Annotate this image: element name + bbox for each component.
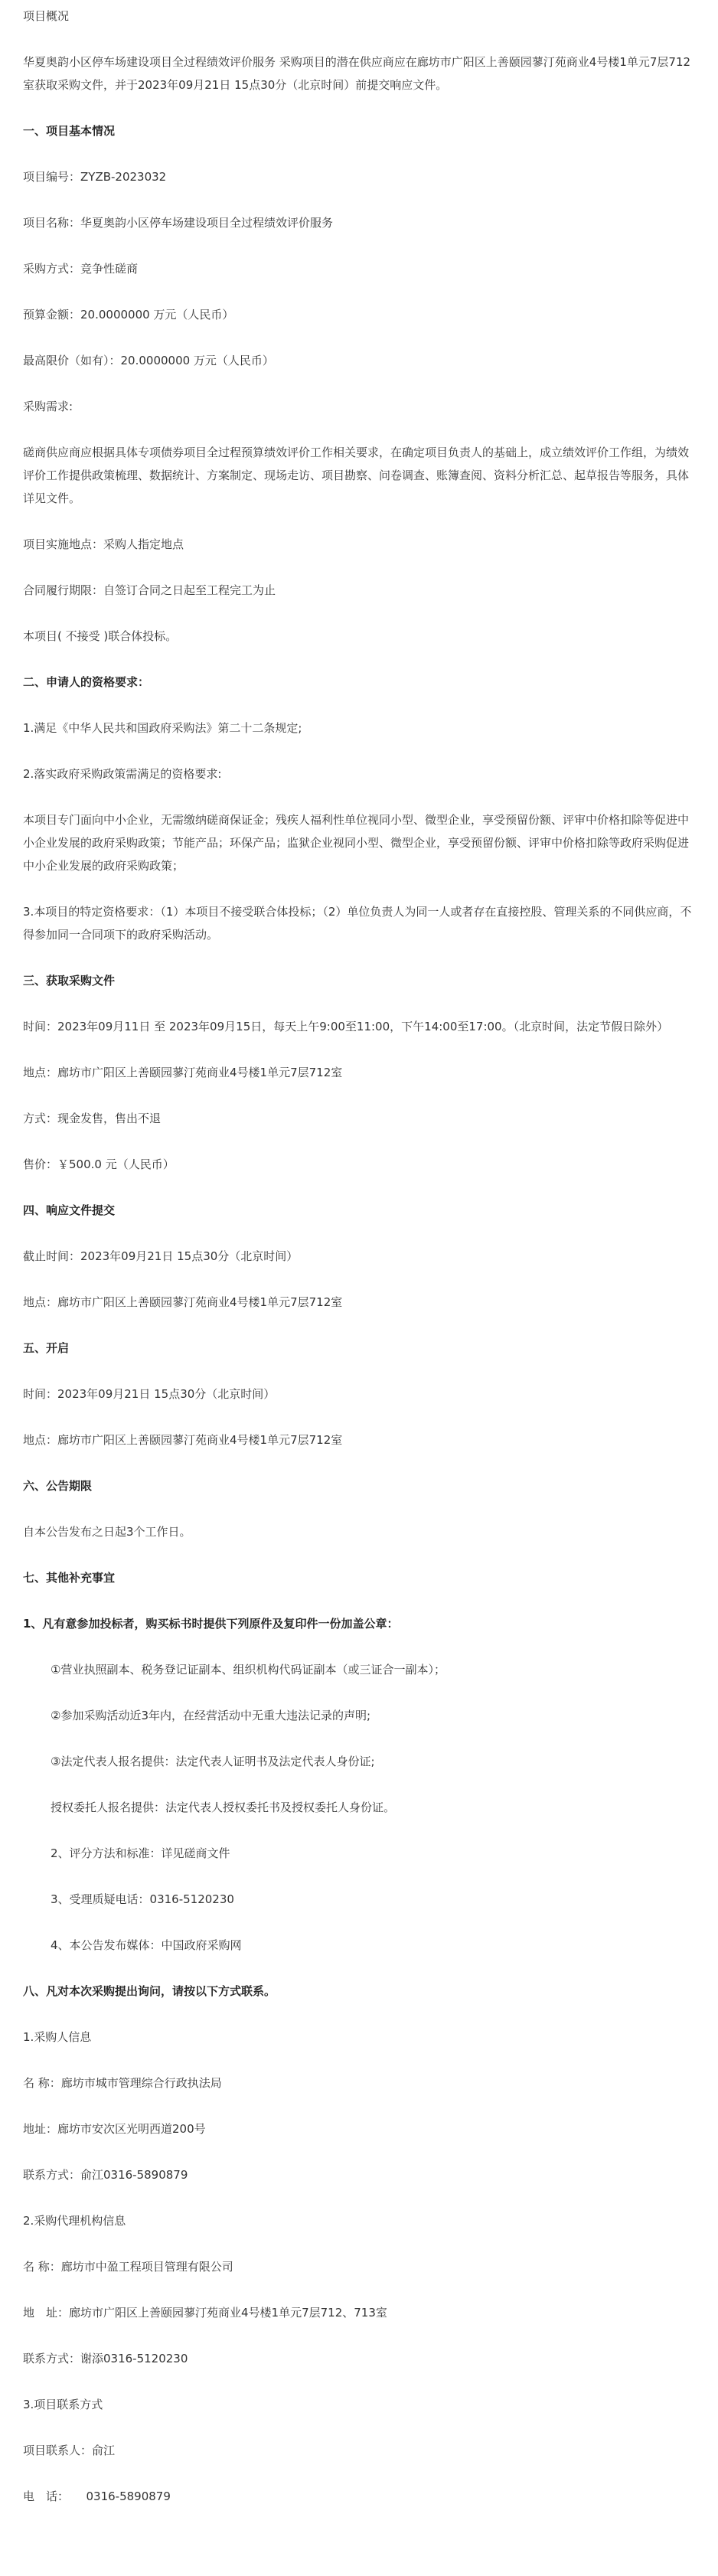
buyer-contact: 联系方式：俞江0316-5890879 — [23, 2168, 188, 2182]
max-price: 最高限价（如有）：20.0000000 万元（人民币） — [23, 354, 274, 367]
get-documents-way: 方式：现金发售，售出不退 — [23, 1112, 162, 1125]
qualification-item-2-text: 本项目专门面向中小企业，无需缴纳磋商保证金；残疾人福利性单位视同小型、微型企业，享受预留份额、评审中价格扣除等促进中小企业发展的政府采购政策；节能产品；环保产品；监狱企业视同小型、微型企业，享受预留份额、评审中价格扣除等政府采购促进中小企业发展的政府采购政策； — [23, 813, 690, 873]
submission-place: 地点：廊坊市广阳区上善颐园蓼汀苑商业4号楼1单元7层712室 — [23, 1295, 343, 1309]
section-heading-qualifications: 二、申请人的资格要求： — [23, 675, 150, 689]
get-documents-place: 地点：廊坊市广阳区上善颐园蓼汀苑商业4号楼1单元7层712室 — [23, 1066, 343, 1079]
overview-intro: 华夏奥韵小区停车场建设项目全过程绩效评价服务 采购项目的潜在供应商应在廊坊市广阳区上善颐园蓼汀苑商业4号楼1单元7层712室获取采购文件，并于2023年09月21日 15点30分（北京时间）前提交响应文件。 — [23, 55, 691, 92]
project-contact-title: 3.项目联系方式 — [23, 2398, 103, 2411]
supplementary-item-4: 4、本公告发布媒体：中国政府采购网 — [51, 1938, 242, 1952]
section-heading-get-documents: 三、获取采购文件 — [23, 974, 116, 988]
project-contact-person: 项目联系人：俞江 — [23, 2444, 116, 2457]
buyer-info-title: 1.采购人信息 — [23, 2030, 92, 2044]
demand-text: 磋商供应商应根据具体专项债券项目全过程预算绩效评价工作相关要求，在确定项目负责人的基础上，成立绩效评价工作组，为绩效评价工作提供政策梳理、数据统计、方案制定、现场走访、项目勘察、问卷调查、账簿查阅、资料分析汇总、起草报告等服务，具体详见文件。 — [23, 446, 690, 505]
agency-name: 名 称：廊坊市中盈工程项目管理有限公司 — [23, 2260, 233, 2274]
supplementary-sub-1: 1、凡有意参加投标者，购买标书时提供下列原件及复印件一份加盖公章： — [23, 1617, 399, 1631]
supplementary-item-3: 3、受理质疑电话：0316-5120230 — [51, 1892, 234, 1906]
buyer-address: 地址：廊坊市安次区光明西道200号 — [23, 2122, 206, 2136]
supplementary-condition-4: 授权委托人报名提供：法定代表人授权委托书及授权委托人身份证。 — [51, 1801, 396, 1814]
budget-amount: 预算金额：20.0000000 万元（人民币） — [23, 308, 234, 322]
notice-period-text: 自本公告发布之日起3个工作日。 — [23, 1525, 191, 1539]
supplementary-item-2: 2、评分方法和标准：详见磋商文件 — [51, 1846, 230, 1860]
consortium-note: 本项目( 不接受 )联合体投标。 — [23, 629, 178, 643]
procurement-method: 采购方式：竞争性磋商 — [23, 262, 139, 276]
agency-contact: 联系方式：谢添0316-5120230 — [23, 2352, 188, 2365]
implementation-location: 项目实施地点：采购人指定地点 — [23, 537, 184, 551]
buyer-name: 名 称：廊坊市城市管理综合行政执法局 — [23, 2076, 222, 2090]
overview-title: 项目概况 — [23, 9, 70, 23]
supplementary-condition-1: ①营业执照副本、税务登记证副本、组织机构代码证副本（或三证合一副本）； — [51, 1663, 445, 1677]
section-heading-basic-info: 一、项目基本情况 — [23, 124, 116, 138]
project-contact-phone: 电 话： 0316-5890879 — [23, 2489, 171, 2503]
get-documents-time: 时间：2023年09月11日 至 2023年09月15日，每天上午9:00至11:00，下午14:00至17:00。（北京时间，法定节假日除外） — [23, 1020, 669, 1033]
project-name: 项目名称：华夏奥韵小区停车场建设项目全过程绩效评价服务 — [23, 216, 334, 230]
project-number: 项目编号：ZYZB-2023032 — [23, 170, 167, 184]
contract-period: 合同履行期限：自签订合同之日起至工程完工为止 — [23, 583, 276, 597]
qualification-item-1: 1.满足《中华人民共和国政府采购法》第二十二条规定; — [23, 721, 302, 735]
qualification-item-3: 3.本项目的特定资格要求：（1）本项目不接受联合体投标；（2）单位负责人为同一人或者存在直接控股、管理关系的不同供应商，不得参加同一合同项下的政府采购活动。 — [23, 905, 692, 942]
qualification-item-2: 2.落实政府采购政策需满足的资格要求: — [23, 767, 222, 781]
submission-deadline: 截止时间：2023年09月21日 15点30分（北京时间） — [23, 1249, 299, 1263]
section-heading-supplementary: 七、其他补充事宜 — [23, 1571, 116, 1585]
supplementary-condition-3: ③法定代表人报名提供：法定代表人证明书及法定代表人身份证; — [51, 1755, 375, 1768]
opening-time: 时间：2023年09月21日 15点30分（北京时间） — [23, 1387, 276, 1401]
section-heading-opening: 五、开启 — [23, 1341, 70, 1355]
get-documents-price: 售价：￥500.0 元（人民币） — [23, 1157, 175, 1171]
demand-label: 采购需求: — [23, 400, 73, 413]
supplementary-condition-2: ②参加采购活动近3年内，在经营活动中无重大违法记录的声明; — [51, 1709, 371, 1722]
agency-address: 地 址：廊坊市广阳区上善颐园蓼汀苑商业4号楼1单元7层712、713室 — [23, 2306, 387, 2320]
opening-place: 地点：廊坊市广阳区上善颐园蓼汀苑商业4号楼1单元7层712室 — [23, 1433, 343, 1447]
agency-info-title: 2.采购代理机构信息 — [23, 2214, 126, 2228]
section-heading-contact: 八、凡对本次采购提出询问，请按以下方式联系。 — [23, 1984, 276, 1998]
section-heading-submission: 四、响应文件提交 — [23, 1203, 116, 1217]
section-heading-notice-period: 六、公告期限 — [23, 1479, 93, 1493]
